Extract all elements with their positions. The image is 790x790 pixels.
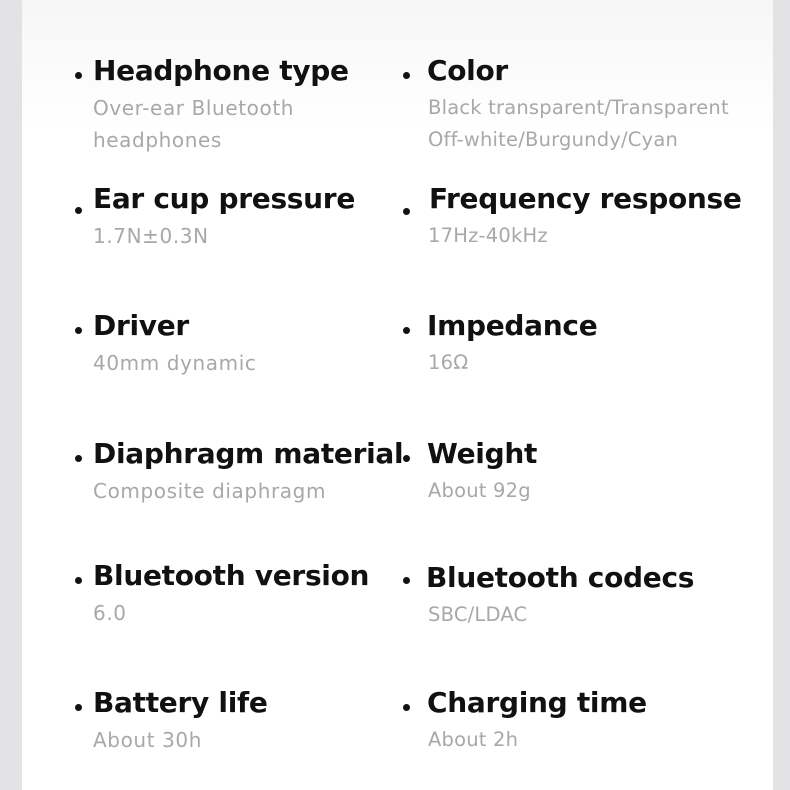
- spec-value-line: headphones: [93, 128, 222, 152]
- spec-diaphragm-material: [77, 437, 404, 507]
- spec-value: [93, 724, 252, 756]
- spec-value-line: About 30h: [93, 728, 203, 752]
- spec-title: Charging time: [427, 686, 647, 719]
- spec-value: [93, 220, 339, 252]
- spec-value: [428, 220, 715, 252]
- spec-title: Color: [427, 54, 508, 87]
- spec-value: [93, 475, 387, 507]
- bullet-icon: [75, 455, 82, 462]
- spec-title: Bluetooth codecs: [426, 561, 695, 594]
- bullet-icon: [403, 455, 410, 462]
- spec-ear-cup-pressure: [77, 182, 356, 252]
- spec-value: [428, 599, 670, 631]
- bullet-icon: [75, 207, 82, 214]
- spec-value: [93, 597, 353, 629]
- spec-title: Headphone type: [93, 54, 349, 87]
- spec-title: Driver: [93, 309, 189, 342]
- spec-value-line: Off-white/Burgundy/Cyan: [428, 128, 679, 151]
- bullet-icon: [75, 704, 82, 711]
- spec-title: Bluetooth version: [93, 559, 370, 592]
- spec-frequency-response: [402, 182, 742, 252]
- bullet-icon: [403, 327, 410, 334]
- spec-value: [93, 347, 256, 379]
- spec-value-line: 6.0: [93, 601, 127, 625]
- bullet-icon: [403, 577, 410, 584]
- spec-value-line: About 2h: [428, 728, 519, 751]
- spec-value-line: Composite diaphragm: [93, 479, 327, 503]
- spec-sheet-card: [22, 0, 773, 790]
- spec-value-line: SBC/LDAC: [428, 603, 528, 626]
- spec-weight: [402, 437, 538, 507]
- spec-value-line: 1.7N±0.3N: [93, 224, 209, 248]
- spec-value: [428, 724, 622, 756]
- spec-value: [428, 347, 572, 379]
- bullet-icon: [75, 577, 82, 584]
- spec-bluetooth-version: [77, 559, 370, 629]
- spec-title: Ear cup pressure: [93, 182, 356, 215]
- spec-value: [93, 92, 333, 156]
- bullet-icon: [403, 704, 410, 711]
- spec-charging-time: [402, 686, 647, 756]
- spec-headphone-type: [77, 54, 349, 156]
- spec-value-line: 17Hz-40kHz: [428, 224, 548, 247]
- spec-title: Battery life: [93, 686, 268, 719]
- spec-bluetooth-codecs: [402, 561, 695, 631]
- spec-value: [428, 475, 531, 507]
- spec-title: Diaphragm material: [93, 437, 404, 470]
- bullet-icon: [75, 72, 82, 79]
- spec-battery-life: [77, 686, 268, 756]
- spec-impedance: [402, 309, 598, 379]
- spec-title: Weight: [427, 437, 538, 470]
- bullet-icon: [403, 208, 410, 215]
- spec-value-line: 40mm dynamic: [93, 351, 257, 375]
- spec-title: Impedance: [427, 309, 598, 342]
- spec-value-line: Black transparent/Transparent: [428, 96, 729, 119]
- bullet-icon: [75, 327, 82, 334]
- spec-color: [402, 54, 729, 156]
- bullet-icon: [403, 72, 410, 79]
- spec-value-line: 16Ω: [428, 351, 469, 374]
- spec-value-line: Over-ear Bluetooth: [93, 96, 295, 120]
- spec-value: [428, 92, 729, 156]
- spec-title: Frequency response: [429, 182, 742, 215]
- spec-driver: [77, 309, 256, 379]
- spec-value-line: About 92g: [428, 479, 531, 502]
